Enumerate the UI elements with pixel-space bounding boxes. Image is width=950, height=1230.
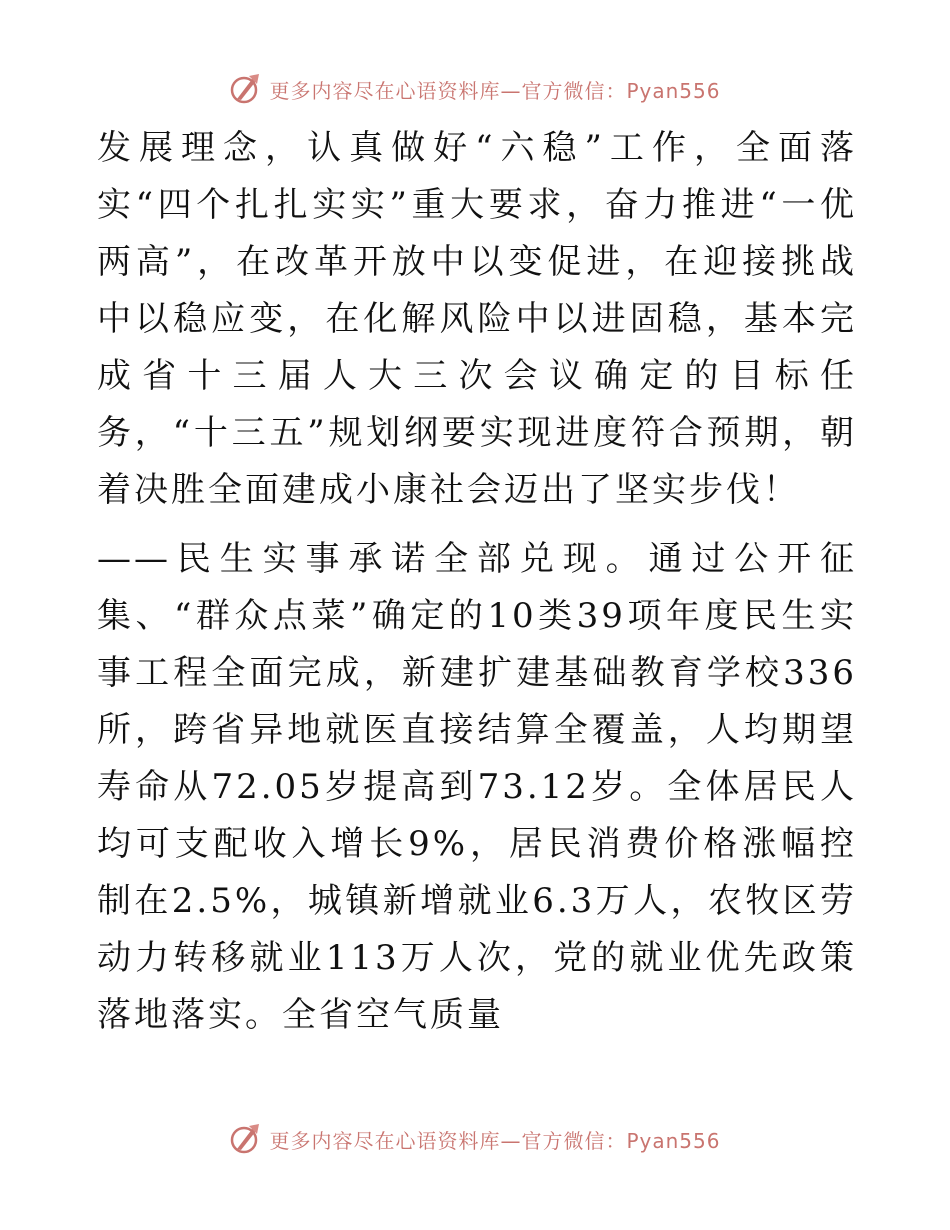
paragraph-1: 发展理念，认真做好“六稳”工作，全面落实“四个扎扎实实”重大要求，奋力推进“一优两高”，在改革开放中以变促进，在迎接挑战中以稳应变，在化解风险中以进固稳，基本完成省十三届人大三次会议确定的目标任务，“十三五”规划纲要实现进度符合预期，朝着决胜全面建成小康社会迈出了坚实步伐！ xyxy=(97,128,857,510)
header-brand-text: 更多内容尽在心语资料库—官方微信：Pyan556 xyxy=(269,78,721,103)
page-footer-watermark xyxy=(0,1122,950,1156)
quill-logo-icon xyxy=(229,72,263,106)
document-body xyxy=(97,120,857,1044)
quill-logo-icon xyxy=(229,1122,263,1156)
page-header-watermark xyxy=(0,72,950,106)
paragraph-2: ——民生实事承诺全部兑现。通过公开征集、“群众点菜”确定的10类39项年度民生实事工程全面完成，新建扩建基础教育学校336所，跨省异地就医直接结算全覆盖，人均期望寿命从72.05岁提高到73.12岁。全体居民人均可支配收入增长9%，居民消费价格涨幅控制在2.5%，城镇新增就业6.3万人，农牧区劳动力转移就业113万人次，党的就业优先政策落地落实。全省空气质量 xyxy=(97,539,857,1035)
footer-brand-text: 更多内容尽在心语资料库—官方微信：Pyan556 xyxy=(269,1128,721,1153)
